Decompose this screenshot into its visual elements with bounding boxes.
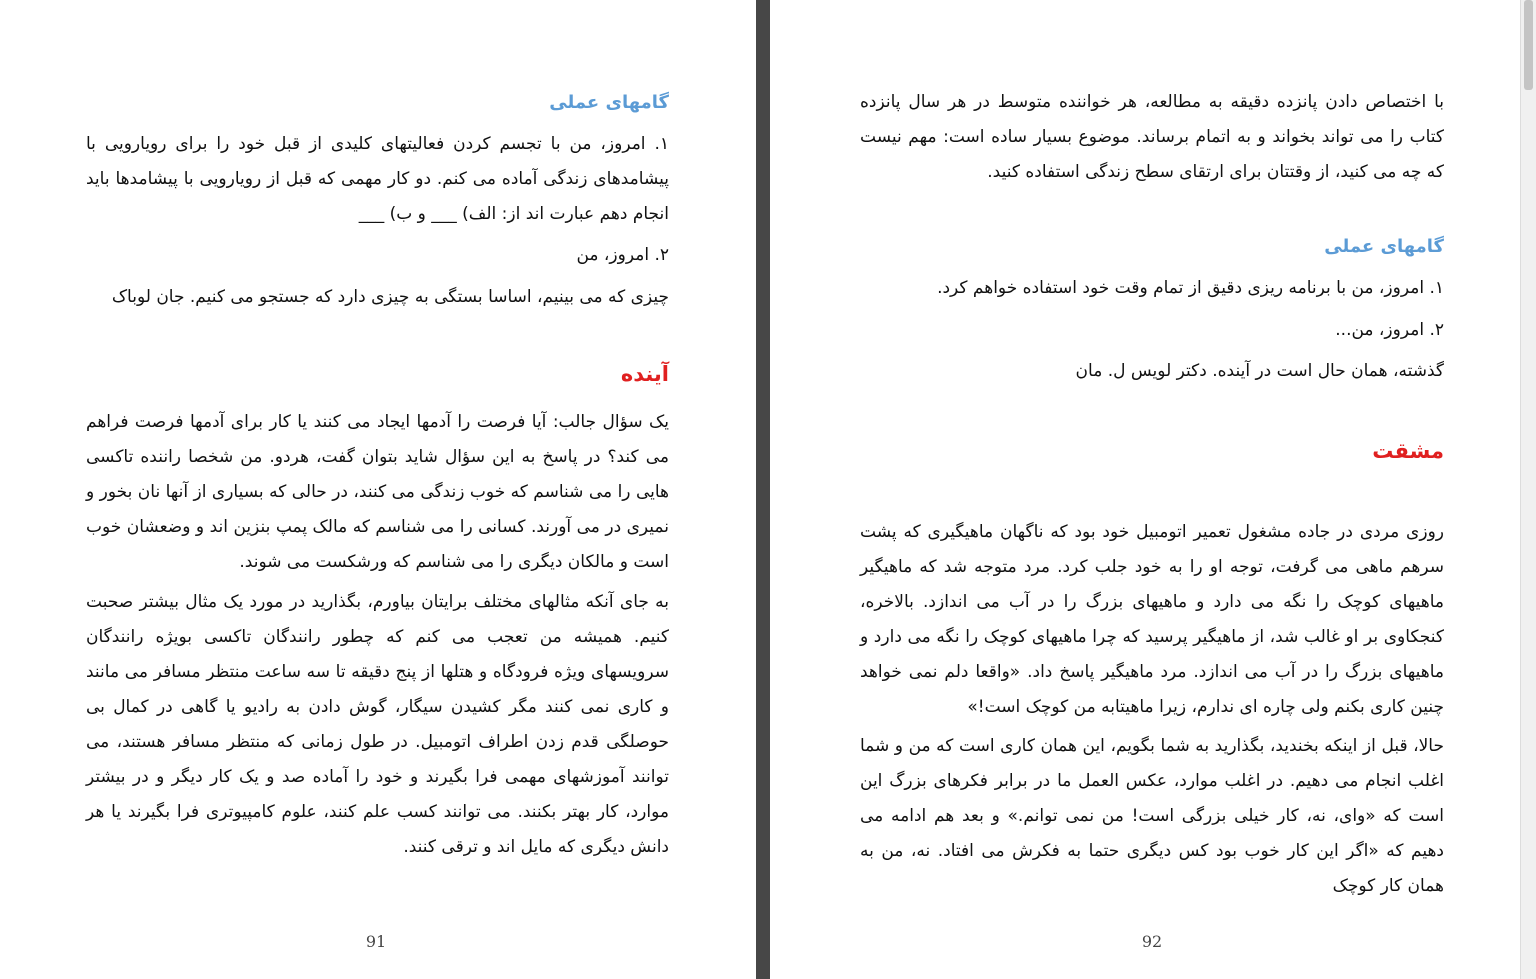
paragraph-opportunity: یک سؤال جالب: آیا فرصت را آدمها ایجاد می کنند یا کار برای آدمها فرصت فراهم می کند؟ در پاسخ به این سؤال شاید بتوان گفت، هردو. من شخصا راننده تاکسی هایی را می شناسم که خوب زندگی می کنند، در حالی که بسیاری از آنها نان بخور و نمیری در می آورند. کسانی را می شناسم که مالک پمپ بنزین اند و وضعشان خوب است و مالکان دیگری را می شناسم که ورشکست می شوند. [86, 412, 669, 572]
heading-hardship: مشقت [1372, 439, 1444, 463]
practical-step-2: ۲. امروز، من... [1335, 320, 1444, 340]
paragraph-taxi-drivers: به جای آنکه مثالهای مختلف برایتان بیاورم، بگذارید در مورد یک مثال بیشتر صحبت کنیم. همیشه من تعجب می کنم که چطور رانندگان تاکسی بویژه رانندگان سرویسهای ویژه فرودگاه و هتلها از پنج دقیقه تا سه ساعت منتظر مسافر می مانند و کاری نمی کنند مگر کشیدن سیگار، گوش دادن به رادیو یا گاهی در کمال بی حوصلگی قدم زدن اطراف اتومبیل. در طول زمانی که منتظر مسافر هستند، می توانند آموزشهای مهمی فرا بگیرند و خود را آماده صد و یک کار دیگر و در بیشتر موارد، کار بهتر بکنند. می توانند کسب علم کنند، علوم کامپیوتری فرا بگیرند یا هر دانش دیگری که مایل اند و ترقی کنند. [86, 592, 669, 857]
paragraph-reading-time: با اختصاص دادن پانزده دقیقه به مطالعه، هر خواننده متوسط در هر سال پانزده کتاب را می تواند بخواند و به اتمام برساند. موضوع بسیار ساده است: مهم نیست که چه می کنید، از وقتتان برای ارتقای سطح زندگی استفاده کنید. [860, 92, 1444, 182]
quote-mann: گذشته، همان حال است در آینده. دکتر لویس ل. مان [1075, 361, 1444, 381]
heading-future: آینده [620, 362, 669, 386]
page-number-right: 92 [1141, 932, 1163, 951]
quote-lubbock: چیزی که می بینیم، اساسا بستگی به چیزی دارد که جستجو می کنیم. جان لوباک [111, 287, 669, 307]
page-gutter [756, 0, 770, 979]
practical-step-2: ۲. امروز، من [576, 245, 669, 265]
page-right [770, 0, 1520, 979]
heading-practical-steps: گامهای عملی [549, 92, 669, 113]
paragraph-fisherman: روزی مردی در جاده مشغول تعمیر اتومبیل خود بود که ناگهان ماهیگیری که پشت سرهم ماهی می گرفت، توجه او را به خود جلب کرد. مرد متوجه شد که ماهیگیر ماهیهای کوچک را نگه می دارد و ماهیهای بزرگ را در آب می اندازد. بالاخره، کنجکاوی بر او غالب شد، از ماهیگیر پرسید که چرا ماهیهای کوچک را نگه می دارد و ماهیهای بزرگ را در آب می اندازد. مرد ماهیگیر پاسخ داد. «واقعا دلم نمی خواهد چنین کاری بکنم ولی چاره ای ندارم، زیرا ماهیتابه من کوچک است!» [860, 522, 1444, 717]
heading-practical-steps: گامهای عملی [1324, 236, 1444, 257]
practical-step-1: ۱. امروز، من با برنامه ریزی دقیق از تمام وقت خود استفاده خواهم کرد. [937, 278, 1444, 298]
page-left [0, 0, 756, 979]
paragraph-big-ideas: حالا، قبل از اینکه بخندید، بگذارید به شما بگویم، این همان کاری است که من و شما اغلب انجام می دهیم. در اغلب موارد، عکس العمل ما در برابر فکرهای بزرگ این است که «وای، نه، کار خیلی بزرگی است! من نمی توانم.» و بعد هم ادامه می دهیم که «اگر این کار خوب بود کس دیگری حتما به فکرش می افتاد. نه، من به همان کار کوچک [860, 736, 1444, 896]
scrollbar-thumb[interactable] [1524, 0, 1533, 90]
vertical-scrollbar[interactable] [1520, 0, 1536, 979]
practical-step-1: ۱. امروز، من با تجسم کردن فعالیتهای کلیدی از قبل خود را برای رویارویی با پیشامدهای زندگی آماده می کنم. دو کار مهمی که قبل از رویارویی با پیشامدها باید انجام دهم عبارت اند از: الف) ___ و ب) ___ [86, 134, 669, 224]
page-number-left: 91 [365, 932, 387, 951]
